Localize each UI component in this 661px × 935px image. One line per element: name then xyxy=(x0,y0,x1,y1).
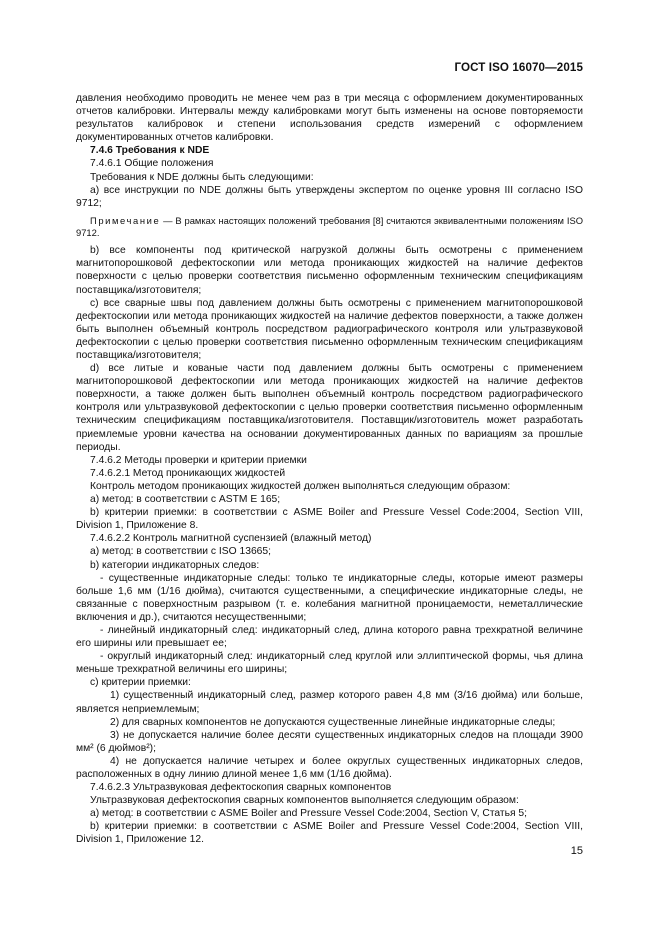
paragraph xyxy=(76,794,583,807)
paragraph-text: Требования к NDE должны быть следующими: xyxy=(90,171,314,183)
paragraph-text: 7.4.6 Требования к NDE xyxy=(90,145,210,157)
paragraph-text: d) все литые и кованые части под давлением должны быть осмотрены с применением магнитопорошковой дефектоскопии или метода проникающих жидкостей на наличие дефектов поверхности, а также должен быть выполнен объемный контроль посредством радиографического контроля или ультразвуковой дефектоскопии с целью проверки соответствия письменно оформленным техническим спецификациям поставщика/изготовителя. Поставщик/изготовитель может разработать приемлемые уровни качества на основании документированных данных по вариациям за прошлые периоды. xyxy=(76,363,583,453)
note-paragraph xyxy=(76,215,583,239)
paragraph xyxy=(76,729,583,755)
paragraph-text: - существенные индикаторные следы: только те индикаторные следы, которые имеют размеры больше 1,6 мм (1/16 дюйма), считаются существенными, а специфические индикаторные следы, не связанные с поверхностным разрывом (т. е. колебания магнитной проницаемости, неметаллические включения и др.), считаются несущественными; xyxy=(76,572,583,623)
paragraph-text: 7.4.6.2.3 Ультразвуковая дефектоскопия сварных компонентов xyxy=(90,782,392,794)
paragraph-text: c) все сварные швы под давлением должны быть осмотрены с применением магнитопорошковой дефектоскопии или метода проникающих жидкостей на наличие дефектов поверхности, а также должен быть выполнен объемный контроль посредством радиографического контроля или ультразвуковой дефектоскопии с целью проверки соответствия письменно оформленным техническим спецификациям поставщика/изготовителя; xyxy=(76,297,583,361)
paragraph xyxy=(76,689,583,715)
paragraph-text: давления необходимо проводить не менее чем раз в три месяца с оформлением документированных отчетов калибровки. Интервалы между калибровками могут быть изменены на основе повторяемости результатов калибровок и степени использования средств измерений с оформлением документированных отчетов калибровки. xyxy=(76,93,583,144)
paragraph xyxy=(76,545,583,558)
paragraph-text: 7.4.6.2.2 Контроль магнитной суспензией (влажный метод) xyxy=(90,533,372,545)
paragraph-text: 4) не допускается наличие четырех и более округлых существенных индикаторных следов, расположенных в одну линию длиной менее 1,6 мм (1/16 дюйма). xyxy=(76,755,583,780)
paragraph xyxy=(76,244,583,296)
paragraph xyxy=(76,171,583,184)
paragraph xyxy=(76,559,583,572)
paragraph-text: b) критерии приемки: в соответствии с ASME Boiler and Pressure Vessel Code:2004, Section VIII, Division 1, Приложение 8. xyxy=(76,507,583,532)
paragraph-text: b) категории индикаторных следов: xyxy=(90,559,260,571)
paragraph xyxy=(76,362,583,454)
paragraph-text: - линейный индикаторный след: индикаторный след, длина которого равна трехкратной величине его ширины или превышает ее; xyxy=(76,624,583,650)
paragraph-text: b) критерии приемки: в соответствии с ASME Boiler and Pressure Vessel Code:2004, Section VIII, Division 1, Приложение 12. xyxy=(76,821,583,846)
paragraph-text: 7.4.6.1 Общие положения xyxy=(90,158,214,170)
paragraph xyxy=(76,480,583,493)
paragraph-text: - округлый индикаторный след: индикаторный след круглой или эллиптической формы, чья длина меньше трехкратной величины его ширины; xyxy=(76,651,583,676)
paragraph xyxy=(76,467,583,480)
paragraph-text: а) метод: в соответствии с ASTM E 165; xyxy=(90,494,281,506)
note-label: Примечание xyxy=(90,214,161,226)
document-body xyxy=(76,92,583,847)
paragraph xyxy=(76,572,583,624)
paragraph xyxy=(76,650,583,676)
paragraph xyxy=(76,454,583,467)
paragraph xyxy=(76,493,583,506)
paragraph xyxy=(76,144,583,157)
paragraph xyxy=(76,157,583,170)
paragraph-text: а) метод: в соответствии с ISO 13665; xyxy=(90,546,271,558)
paragraph xyxy=(76,184,583,210)
paragraph-text: а) все инструкции по NDE должны быть утверждены экспертом по оценке уровня III согласно ISO 9712; xyxy=(76,184,583,209)
paragraph-text: 7.4.6.2.1 Метод проникающих жидкостей xyxy=(90,467,286,479)
paragraph xyxy=(76,807,583,820)
paragraph-text: Ультразвуковая дефектоскопия сварных компонентов выполняется следующим образом: xyxy=(90,795,519,807)
paragraph xyxy=(76,755,583,781)
paragraph-text: 3) не допускается наличие более десяти существенных индикаторных следов на площади 3900 мм² (6 дюймов²); xyxy=(76,729,583,754)
paragraph-text: Контроль методом проникающих жидкостей должен выполняться следующим образом: xyxy=(90,480,511,492)
paragraph xyxy=(76,624,583,650)
paragraph-text: 2) для сварных компонентов не допускаются существенные линейные индикаторные следы; xyxy=(110,716,556,728)
paragraph-text: c) критерии приемки: xyxy=(90,677,191,689)
paragraph xyxy=(76,92,583,144)
page-number: 15 xyxy=(570,845,583,857)
paragraph xyxy=(76,716,583,729)
paragraph xyxy=(76,297,583,362)
paragraph xyxy=(76,532,583,545)
paragraph-text: 7.4.6.2 Методы проверки и критерии приемки xyxy=(90,454,307,466)
paragraph-text: b) все компоненты под критической нагрузкой должны быть осмотрены с применением магнитопорошковой дефектоскопии или метода проникающих жидкостей на наличие дефектов поверхности с целью проверки соответствия письменно оформленным техническим спецификациям поставщика/изготовителя; xyxy=(76,245,583,296)
paragraph-text: 1) существенный индикаторный след, размер которого равен 4,8 мм (3/16 дюйма) или больше, является неприемлемым; xyxy=(76,690,583,715)
document-header: ГОСТ ISO 16070—2015 xyxy=(454,61,583,74)
paragraph-text: а) метод: в соответствии с ASME Boiler and Pressure Vessel Code:2004, Section V, Статья 5; xyxy=(90,808,528,820)
paragraph-text: — В рамках настоящих положений требования [8] считаются эквивалентными положениям ISO 9712. xyxy=(76,214,583,239)
paragraph xyxy=(76,506,583,532)
paragraph xyxy=(76,676,583,689)
paragraph xyxy=(76,781,583,794)
paragraph xyxy=(76,820,583,846)
